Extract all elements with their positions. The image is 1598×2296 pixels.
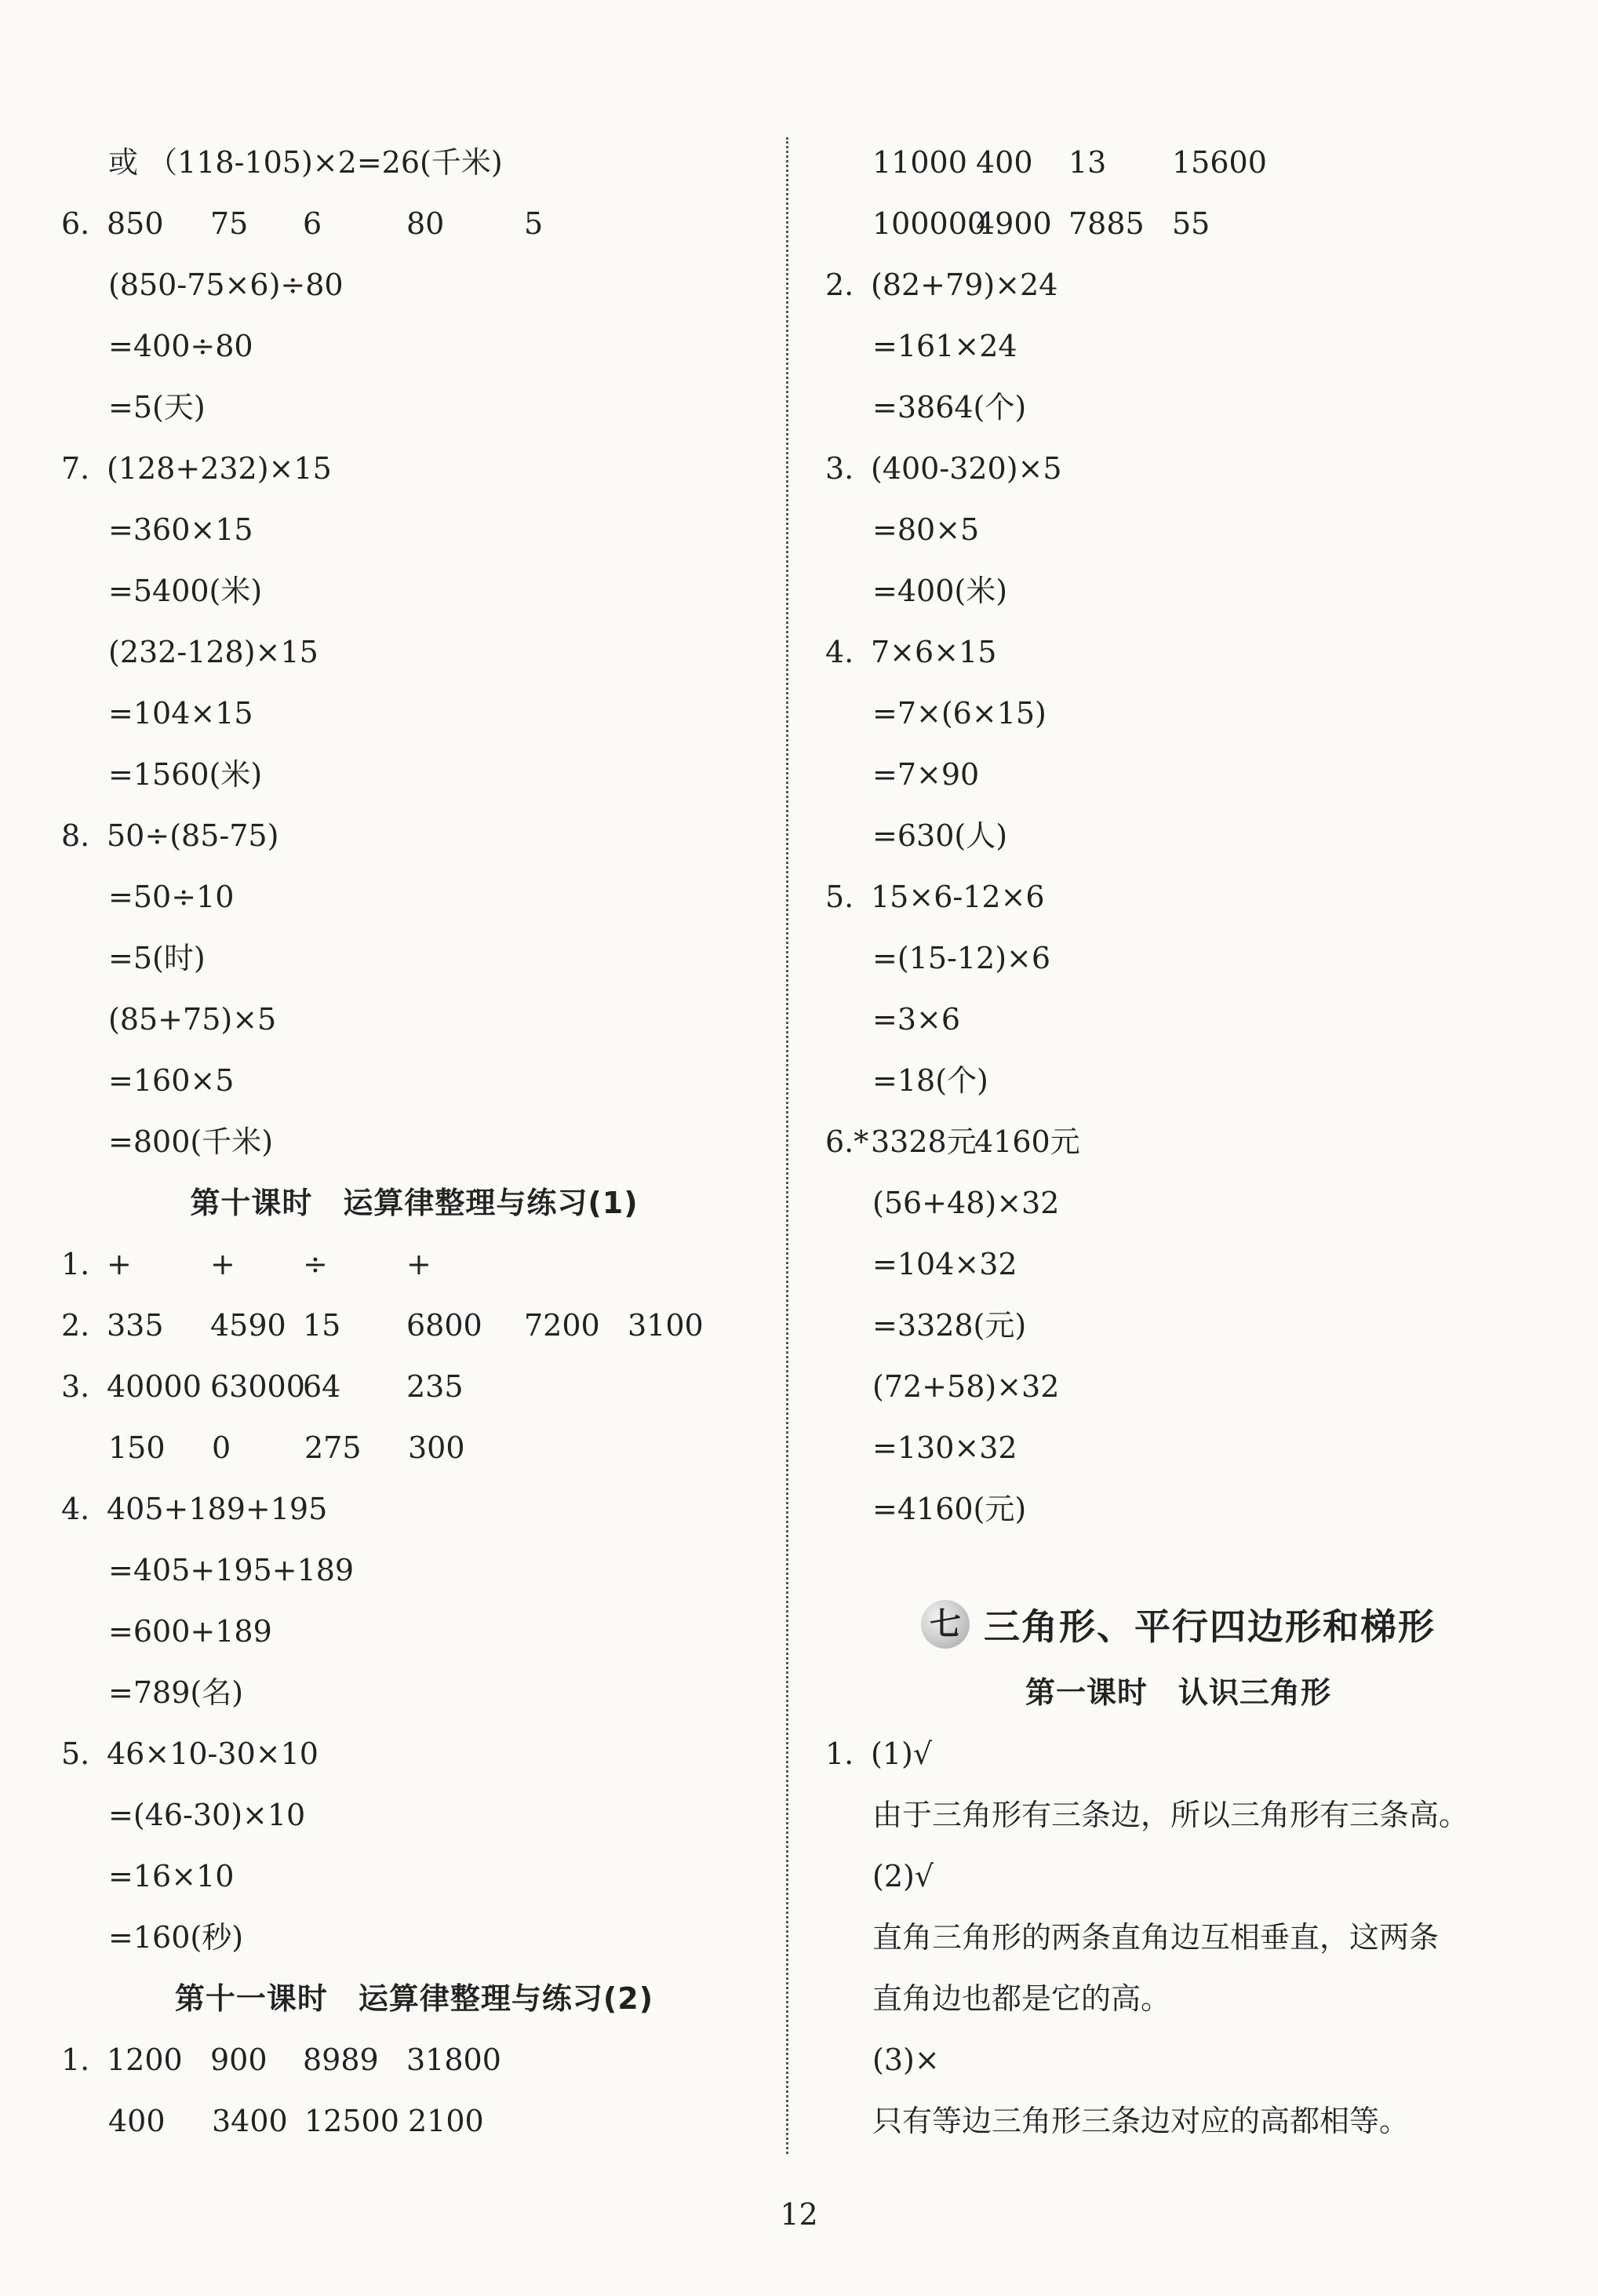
answer-value: 55	[1172, 206, 1210, 241]
answer-value: 850	[107, 206, 164, 241]
answer-value: 6	[303, 206, 322, 241]
answer-line	[61, 1234, 767, 1295]
question-number: 5.	[825, 880, 854, 914]
answer-line	[825, 1111, 1531, 1172]
answer-text: (3)×	[872, 2043, 940, 2077]
chapter-title-text: 三角形、平行四边形和梯形	[984, 1605, 1436, 1648]
question-number: 3.	[825, 451, 854, 486]
answer-value: 3400	[212, 2104, 288, 2138]
answer-text: 405+189+195	[107, 1492, 328, 1526]
answer-line	[61, 1050, 767, 1111]
answer-line	[61, 1417, 767, 1478]
answer-line	[61, 1540, 767, 1601]
answer-text: =5(时)	[108, 941, 206, 975]
answer-line	[825, 805, 1531, 866]
answer-line	[61, 744, 767, 805]
answer-value: 63000	[210, 1369, 305, 1404]
column-divider	[786, 137, 788, 2154]
answer-value: 3100	[628, 1308, 704, 1343]
answer-text: =400(米)	[872, 574, 1008, 608]
answer-text: =104×15	[108, 696, 253, 731]
answer-line	[825, 866, 1531, 928]
answer-value: 11000	[872, 145, 967, 180]
answer-value: 400	[108, 2104, 166, 2138]
section-heading: 第十课时 运算律整理与练习(1)	[190, 1186, 639, 1220]
answer-text: =4160(元)	[872, 1492, 1027, 1526]
answer-value: 100000	[872, 206, 987, 241]
answer-value: 13	[1068, 145, 1107, 180]
answer-text: =800(千米)	[108, 1124, 274, 1159]
question-number: 4.	[825, 635, 854, 669]
answer-line	[61, 1356, 767, 1417]
question-number: 4.	[61, 1492, 90, 1526]
answer-line	[825, 989, 1531, 1050]
answer-text: =405+195+189	[108, 1553, 355, 1587]
answer-value: 0	[212, 1430, 231, 1465]
answer-line	[825, 377, 1531, 438]
answer-text: 直角三角形的两条直角边互相垂直，这两条	[872, 1920, 1440, 1955]
answer-value: 8989	[303, 2043, 379, 2077]
answer-line	[825, 928, 1531, 989]
answer-line	[61, 1601, 767, 1662]
answer-text: 7×6×15	[871, 635, 997, 669]
answer-text: =(15-12)×6	[872, 941, 1051, 975]
question-number: 2.	[61, 1308, 90, 1343]
answer-line	[61, 1111, 767, 1172]
answer-value: +	[210, 1247, 235, 1281]
section-heading: 第一课时 认识三角形	[1025, 1675, 1331, 1710]
answer-line	[825, 1784, 1531, 1846]
answer-value: 80	[406, 206, 445, 241]
answer-line	[825, 683, 1531, 744]
answer-value: 900	[210, 2043, 268, 2077]
answer-line	[825, 744, 1531, 805]
answer-value: 15	[303, 1308, 341, 1343]
answer-line	[825, 560, 1531, 621]
answer-text: =7×90	[872, 757, 980, 792]
answer-text: =600+189	[108, 1614, 272, 1649]
answer-line	[825, 2029, 1531, 2090]
answer-value: 2100	[408, 2104, 484, 2138]
answer-line	[825, 438, 1531, 499]
answer-line	[61, 377, 767, 438]
answer-line	[61, 1295, 767, 1356]
answer-text: =630(人)	[872, 818, 1008, 853]
answer-text: (850-75×6)÷80	[108, 268, 344, 302]
answer-line	[61, 560, 767, 621]
answer-line	[61, 438, 767, 499]
answer-line	[61, 1478, 767, 1540]
answer-line	[825, 193, 1531, 254]
chapter-title	[825, 1587, 1531, 1662]
answer-text: (2)√	[872, 1859, 934, 1893]
answer-line	[61, 1907, 767, 1968]
answer-text: =161×24	[872, 329, 1017, 363]
answer-line	[825, 315, 1531, 377]
answer-value: 7885	[1068, 206, 1145, 241]
question-number: 2.	[825, 268, 854, 302]
answer-value: +	[406, 1247, 431, 1281]
answer-value: 64	[303, 1369, 341, 1404]
question-number: 5.	[61, 1737, 90, 1771]
answer-value: 1200	[107, 2043, 183, 2077]
answer-line	[61, 2029, 767, 2090]
question-number: 6.	[61, 206, 90, 241]
answer-text: =130×32	[872, 1430, 1017, 1465]
answer-text: (400-320)×5	[871, 451, 1062, 486]
answer-line	[61, 132, 767, 193]
answer-text: 46×10-30×10	[107, 1737, 319, 1771]
answer-value: 75	[210, 206, 249, 241]
answer-text: =3328(元)	[872, 1308, 1027, 1343]
answer-line	[61, 254, 767, 315]
answer-text: (56+48)×32	[872, 1186, 1060, 1220]
answer-value: 3328元	[871, 1124, 977, 1159]
answer-value: 40000	[107, 1369, 202, 1404]
answer-text: 由于三角形有三条边，所以三角形有三条高。	[872, 1798, 1469, 1832]
answer-text: =80×5	[872, 512, 980, 547]
answer-line	[825, 499, 1531, 560]
answer-line	[61, 499, 767, 560]
answer-value: 4900	[976, 206, 1052, 241]
answer-line	[61, 683, 767, 744]
answer-text: =160(秒)	[108, 1920, 244, 1955]
answer-text: =(46-30)×10	[108, 1798, 306, 1832]
answer-line	[825, 1295, 1531, 1356]
answer-text: =5(天)	[108, 390, 206, 425]
answer-line	[825, 132, 1531, 193]
answer-line	[61, 193, 767, 254]
answer-text: =16×10	[108, 1859, 235, 1893]
answer-text: =5400(米)	[108, 574, 263, 608]
answer-value: 7200	[524, 1308, 600, 1343]
answer-value: 150	[108, 1430, 166, 1465]
answer-value: 400	[976, 145, 1033, 180]
question-number: 3.	[61, 1369, 90, 1404]
answer-value: 5	[524, 206, 544, 241]
answer-line	[825, 621, 1531, 683]
answer-line	[61, 1662, 767, 1723]
answer-line	[61, 315, 767, 377]
answer-value: +	[107, 1247, 132, 1281]
answer-value: ÷	[303, 1247, 328, 1281]
answer-line	[61, 805, 767, 866]
answer-text: =789(名)	[108, 1675, 244, 1710]
answer-text: =3864(个)	[872, 390, 1027, 425]
question-number: 1.	[61, 2043, 90, 2077]
answer-line	[825, 1050, 1531, 1111]
answer-value: 275	[304, 1430, 362, 1465]
answer-text: =18(个)	[872, 1063, 988, 1098]
answer-text: (85+75)×5	[108, 1002, 277, 1037]
answer-line	[825, 254, 1531, 315]
answer-value: 235	[406, 1369, 464, 1404]
answer-text: 或 （118-105)×2=26(千米)	[108, 145, 503, 180]
question-number: 8.	[61, 818, 90, 853]
answer-value: 12500	[304, 2104, 399, 2138]
question-number: 1.	[61, 1247, 90, 1281]
answer-line	[825, 1234, 1531, 1295]
answer-text: =7×(6×15)	[872, 696, 1047, 731]
answer-text: 只有等边三角形三条边对应的高都相等。	[872, 2104, 1410, 2138]
answer-line	[825, 1478, 1531, 1540]
question-number: 1.	[825, 1737, 854, 1771]
answer-text: =160×5	[108, 1063, 235, 1098]
answer-text: =1560(米)	[108, 757, 263, 792]
answer-line	[61, 989, 767, 1050]
question-number: 7.	[61, 451, 90, 486]
answer-text: (232-128)×15	[108, 635, 319, 669]
answer-text: =400÷80	[108, 329, 253, 363]
answer-text: (82+79)×24	[871, 268, 1058, 302]
answer-line	[825, 1172, 1531, 1234]
answer-value: 300	[408, 1430, 465, 1465]
answer-text: =3×6	[872, 1002, 961, 1037]
chapter-number-badge: 七	[921, 1600, 970, 1649]
section-heading: 第十一课时 运算律整理与练习(2)	[174, 1981, 654, 2016]
answer-line	[825, 1907, 1531, 1968]
answer-value: 31800	[406, 2043, 501, 2077]
answer-text: =50÷10	[108, 880, 235, 914]
answer-value: 4160元	[974, 1124, 1080, 1159]
answer-line	[825, 1846, 1531, 1907]
left-column	[61, 132, 767, 2152]
answer-line	[825, 2090, 1531, 2152]
answer-text: 15×6-12×6	[871, 880, 1045, 914]
answer-text: (128+232)×15	[107, 451, 332, 486]
question-number: 6.*	[825, 1124, 869, 1159]
page-number: 12	[780, 2197, 818, 2232]
answer-line	[61, 866, 767, 928]
answer-line	[61, 928, 767, 989]
answer-value: 335	[107, 1308, 164, 1343]
answer-text: (72+58)×32	[872, 1369, 1060, 1404]
answer-line	[61, 621, 767, 683]
answer-text: 直角边也都是它的高。	[872, 1981, 1171, 2016]
answer-text: (1)√	[871, 1737, 933, 1771]
answer-text: =360×15	[108, 512, 253, 547]
answer-value: 15600	[1172, 145, 1267, 180]
answer-text: =104×32	[872, 1247, 1017, 1281]
answer-line	[61, 2090, 767, 2152]
answer-line	[825, 1968, 1531, 2029]
answer-line	[61, 1846, 767, 1907]
right-column	[825, 132, 1531, 2152]
answer-line	[825, 1723, 1531, 1784]
answer-value: 4590	[210, 1308, 286, 1343]
answer-line	[61, 1723, 767, 1784]
answer-line	[61, 1784, 767, 1846]
answer-value: 6800	[406, 1308, 482, 1343]
answer-line	[825, 1417, 1531, 1478]
answer-line	[825, 1356, 1531, 1417]
answer-text: 50÷(85-75)	[107, 818, 279, 853]
